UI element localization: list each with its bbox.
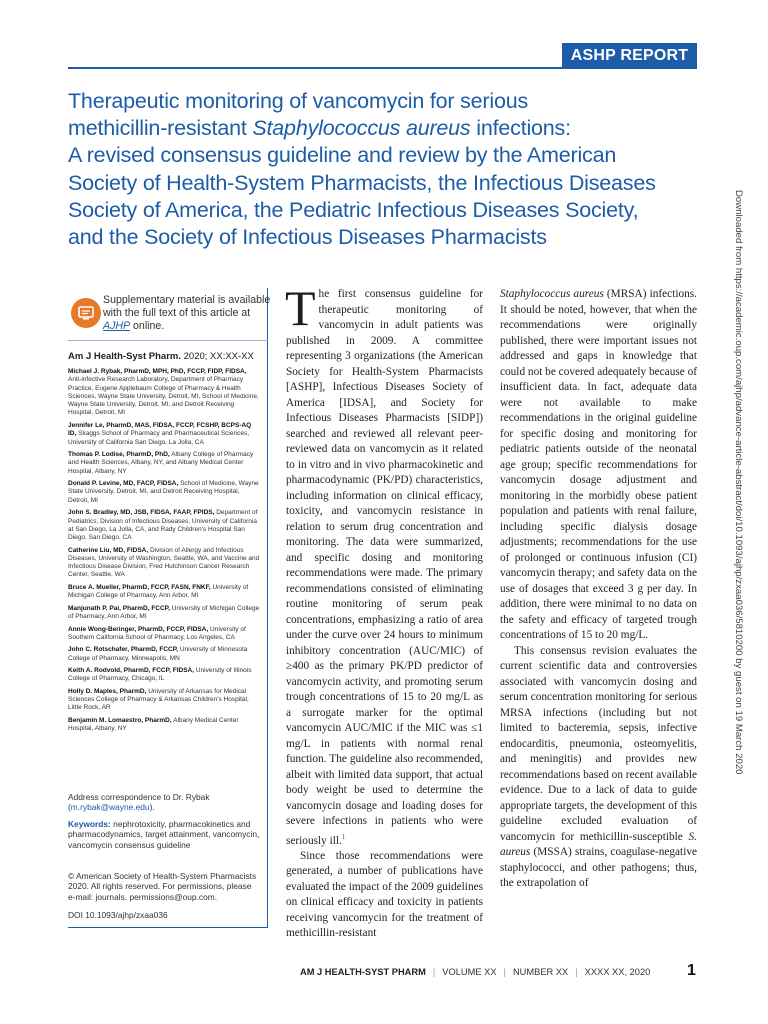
paragraph-text: (MRSA) infections. It should be noted, however, that when the recommendations were originally published, there were important issues not addressed and gaps in knowledge that could not be covered adequately because of insufficient data. In fact, adequate data were not available to make recommendations in the original guideline for specific dosing and monitoring for pediatric patients outside of the neonatal age group; specific recommendations for vancomycin dosage adjustment and monitoring in the morbidly obese patient population and patients with renal failure, including specific dialysis dosage adjustments; recommendations for the use of prolonged or continuous infusion (CI) vancomycin therapy; and safety data on the use of dosages that exceed 3 g per day. In addition, there were minimal to no data on the safety and efficacy of targeted trough concentrations of 15 to 20 mg/L. <box>500 288 697 641</box>
download-watermark-text: Downloaded from https://academic.oup.com/ajhp/advance-article-abstract/doi/10.1093/ajhp/zxaa036/5810200 by guest on 19 March 2020 <box>733 190 744 775</box>
author-entry <box>68 547 260 580</box>
author-entry <box>68 451 260 476</box>
page-number: 1 <box>687 962 696 979</box>
doi: DOI 10.1093/ajhp/zxaa036 <box>68 910 168 920</box>
document-icon <box>71 298 101 328</box>
author-entry <box>68 584 260 601</box>
title-line-5: Society of America, the Pediatric Infectious Diseases Society, <box>68 197 639 222</box>
author-name: Holly D. Maples, PharmD, <box>68 687 147 695</box>
author-affiliation: University of Southern California School of Pharmacy, Los Angeles, CA <box>68 625 246 641</box>
author-name: John S. Bradley, MD, JSB, FIDSA, FAAP, FPIDS, <box>68 509 215 517</box>
citation-journal: Am J Health-Syst Pharm. <box>68 351 181 362</box>
author-entry <box>68 646 260 663</box>
correspondence <box>68 792 260 813</box>
banner-rule <box>68 67 697 69</box>
author-affiliation: Albany Medical Center Hospital, Albany, NY <box>68 716 239 733</box>
title-line-2b: infections: <box>470 116 571 141</box>
body-column-3 <box>500 287 697 892</box>
title-line-6: and the Society of Infectious Diseases Pharmacists <box>68 225 547 250</box>
supplementary-text <box>103 294 273 334</box>
article-title <box>68 88 708 251</box>
paragraph <box>285 280 483 849</box>
author-entry <box>68 717 260 734</box>
keywords <box>68 819 260 850</box>
footer-journal: AM J HEALTH-SYST PHARM <box>300 967 426 977</box>
title-line-4: Society of Health-System Pharmacists, the Infectious Diseases <box>68 170 656 195</box>
supp-text-b: online. <box>130 320 165 333</box>
author-entry <box>68 605 260 622</box>
author-entry <box>68 667 260 684</box>
author-name: Benjamin M. Lomaestro, PharmD, <box>68 716 172 724</box>
footer-number: NUMBER XX <box>512 967 569 977</box>
author-name: Jennifer Le, PharmD, MAS, FIDSA, FCCP, FCSHP, BCPS-AQ ID, <box>68 421 252 438</box>
author-affiliation: Skaggs School of Pharmacy and Pharmaceutical Sciences, University of California San Diego, La Jolla, CA <box>68 430 250 446</box>
title-line-1: Therapeutic monitoring of vancomycin for serious <box>68 89 529 113</box>
ajhp-link[interactable]: AJHP <box>103 320 131 333</box>
reference-superscript[interactable]: 1 <box>341 832 346 841</box>
author-name: Keith A. Rodvold, PharmD, FCCP, FIDSA, <box>68 667 195 675</box>
title-line-2 <box>68 115 708 142</box>
author-affiliation: University of Arkansas for Medical Sciences College of Pharmacy & Arkansas Children's Hospital, Little Rock, AR <box>68 687 249 712</box>
copyright: © American Society of Health-System Pharmacists 2020. All rights reserved. For permissions, please e-mail: journals. permissions@oup.com. <box>68 871 257 902</box>
author-affiliation: University of Michigan College of Pharmacy, Ann Arbor, MI <box>68 583 249 600</box>
drop-cap: T <box>285 280 316 336</box>
author-name: Thomas P. Lodise, PharmD, PhD, <box>68 451 170 459</box>
body-column-2 <box>285 280 484 942</box>
author-affiliation: University of Illinois College of Pharmacy, Chicago, IL <box>68 667 252 683</box>
author-entry <box>68 509 260 542</box>
species-italic: S. aureus <box>500 830 697 858</box>
author-affiliation: School of Medicine, Wayne State University, Detroit, MI, and Detroit Receiving Hospital, Detroit, MI <box>68 480 259 504</box>
author-affiliation: Division of Allergy and Infectious Diseases, University of Washington, Seattle, WA, and Vaccine and Infectious Disease Division, Fred Hutchinson Cancer Research Center, Seattle, WA <box>68 546 260 579</box>
author-name: John C. Rotschafer, PharmD, FCCP, <box>68 646 179 654</box>
page-footer: AM J HEALTH-SYST PHARM | VOLUME XX | NUMBER XX | XXXX XX, 2020 1 <box>300 962 696 979</box>
keywords-text: nephrotoxicity, pharmacokinetics and pharmacodynamics, target attainment, vancomycin, vancomycin consensus guideline <box>68 819 260 850</box>
paragraph-text: (MSSA) strains, coagulase-negative staphylococci, and other pathogens; thus, the extrapolation of <box>500 846 697 889</box>
author-affiliation: University of Minnesota College of Pharmacy, Minneapolis, MN <box>68 646 248 662</box>
correspondence-end: ). <box>149 802 155 813</box>
paragraph: Since those recommendations were generated, a number of publications have evaluated the impact of the 2009 guidelines on clinical efficacy and toxicity in patients receiving vancomycin for the treatment of methicillin-resistant <box>286 849 484 940</box>
section-banner: ASHP REPORT <box>562 43 697 69</box>
author-list <box>68 368 260 738</box>
paragraph-text: he first consensus guideline for therapeutic monitoring of vancomycin in adult patients was published in 2009. A committee representing 3 organizations (the American Society for Health-System Pharmacists [ASHP], Infectious Diseases Society of America [IDSA], and Society for Infectious Diseases Pharmacists [SIDP]) searched and reviewed all relevant peer-reviewed data on vancomycin as it related to in vitro and in vivo pharmacokinetic and pharmacodynamic (PK/PD) characteristics, including information on clinical efficacy, toxicity, and vancomycin resistance in relation to serum drug concentration and monitoring. The data were summarized, and specific dosing and monitoring recommendations were made. The primary recommendations consisted of eliminating routine monitoring of serum peak concentrations, emphasizing a ratio of area under the curve over 24 hours to minimum inhibitory concentration (AUC/MIC) of ≥400 as the primary PK/PD predictor of vancomycin activity, and promoting serum trough concentrations of 15 to 20 mg/L as a surrogate marker for the optimal vancomycin AUC/MIC if the MIC was ≤1 mg/L in patients with normal renal function. The guideline also recommended, albeit with limited data support, that actual body weight be used to determine the vancomycin dosage and loading doses for severe infections in patients who were seriously ill. <box>286 288 483 847</box>
correspondence-email-link[interactable]: m.rybak@wayne.edu <box>70 802 150 813</box>
author-name: Catherine Liu, MD, FIDSA, <box>68 546 149 554</box>
author-entry <box>68 626 260 643</box>
supplementary-notice <box>68 288 271 341</box>
species-italic: Staphylococcus aureus <box>500 288 604 300</box>
title-line-3: A revised consensus guideline and review by the American <box>68 143 617 168</box>
paragraph <box>500 644 697 892</box>
author-entry <box>68 688 260 713</box>
author-affiliation: University of Michigan College of Pharmacy, Ann Arbor, MI <box>68 604 260 621</box>
title-line-2-italic: Staphylococcus aureus <box>252 116 471 141</box>
citation-rest: 2020; XX:XX-XX <box>180 351 254 362</box>
author-entry <box>68 422 260 447</box>
supp-text-a: Supplementary material is available with the full text of this article at <box>103 294 271 320</box>
footer-volume: VOLUME XX <box>442 967 497 977</box>
author-affiliation: Department of Pediatrics, Division of Infectious Diseases, University of California at San Diego, La Jolla, CA, and Rady Children's Hospital San Diego, San Diego, CA <box>68 509 258 542</box>
correspondence-text: Address correspondence to Dr. Rybak ( <box>68 792 210 813</box>
author-name: Manjunath P. Pai, PharmD, FCCP, <box>68 604 170 612</box>
author-entry <box>68 480 260 505</box>
author-entry <box>68 368 260 418</box>
author-name: Bruce A. Mueller, PharmD, FCCP, FASN, FNKF, <box>68 583 211 591</box>
author-name: Michael J. Rybak, PharmD, MPH, PhD, FCCP, FIDP, FIDSA, <box>68 368 247 375</box>
download-watermark <box>734 190 754 840</box>
article-sidebar <box>68 288 271 928</box>
title-line-2a: methicillin-resistant <box>68 116 253 141</box>
keywords-label: Keywords: <box>68 819 111 829</box>
footer-date: XXXX XX, 2020 <box>584 967 651 977</box>
citation <box>68 351 254 362</box>
author-name: Donald P. Levine, MD, FACP, FIDSA, <box>68 480 179 488</box>
paragraph <box>500 287 697 644</box>
author-affiliation: Albany College of Pharmacy and Health Sciences, Albany, NY, and Albany Medical Center Hospital, Albany, NY <box>68 451 254 475</box>
author-name: Annie Wong-Beringer, PharmD, FCCP, FIDSA, <box>68 625 209 633</box>
author-affiliation: Anti-infective Research Laboratory, Department of Pharmacy Practice, Eugene Applebaum College of Pharmacy & Health Sciences, Wayne State University, Detroit, MI, School of Medicine, Wayne State University, Detroit, MI, and Detroit Receiving Hospital, Detroit, MI <box>68 376 259 417</box>
paragraph-text: This consensus revision evaluates the current scientific data and controversies associated with vancomycin dosing and serum concentration monitoring for serious MRSA infections (including but not limited to bacteremia, sepsis, infective endocarditis, pneumonia, osteomyelitis, and meningitis) and provides new recommendations based on recent available evidence. Due to a lack of data to guide appropriate targets, the development of this guideline excluded evaluation of vancomycin for methicillin-susceptible <box>500 644 697 843</box>
